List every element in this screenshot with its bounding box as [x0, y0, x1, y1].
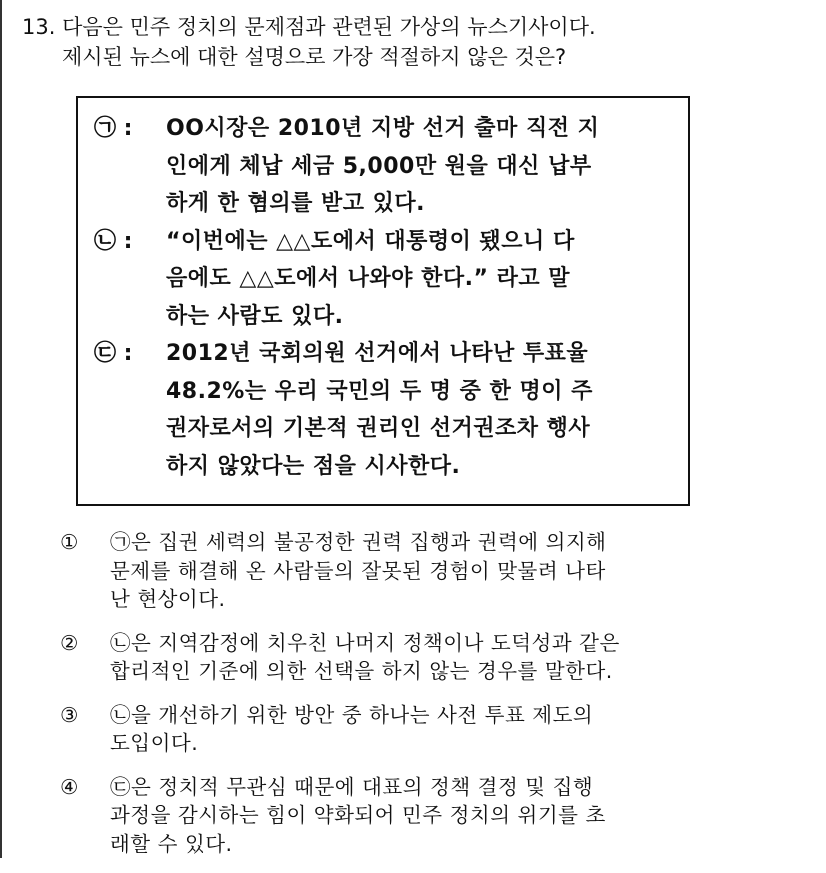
option-line: ㉡은 지역감정에 치우친 나머지 정책이나 도덕성과 같은 [110, 630, 620, 655]
answer-option-3[interactable] [60, 701, 620, 758]
option-line: ㉠은 집권 세력의 불공정한 권력 집행과 권력에 의지해 [110, 530, 607, 554]
option-line: 래할 수 있다. [110, 831, 233, 856]
option-line: 도입이다. [110, 731, 199, 755]
news-item [78, 335, 688, 485]
news-item-line: 하게 한 혐의를 받고 있다. [166, 191, 426, 216]
news-item-line: 권자로서의 기본적 권리인 선거권조차 행사 [166, 416, 591, 441]
option-number: ② [60, 630, 79, 655]
news-item-marker: ㉡ : [94, 228, 133, 254]
news-item-line: 하는 사람도 있다. [166, 303, 344, 329]
answer-option-4[interactable] [60, 773, 620, 859]
option-line: 난 현상이다. [110, 587, 226, 611]
question-stem [22, 12, 596, 72]
option-line: ㉢은 정치적 무관심 때문에 대표의 정책 결정 및 집행 [110, 774, 594, 799]
question-line-1: 13. 다음은 민주 정치의 문제점과 관련된 가상의 뉴스기사이다. [22, 15, 596, 39]
question-line-2: 제시된 뉴스에 대한 설명으로 가장 적절하지 않은 것은? [62, 45, 567, 69]
news-item [78, 110, 688, 223]
option-line: 과정을 감시하는 힘이 약화되어 민주 정치의 위기를 초 [110, 803, 606, 827]
news-box [76, 96, 690, 506]
left-margin-rule [0, 0, 2, 858]
news-item-marker: ㉠ : [94, 116, 133, 141]
option-line: 합리적인 기준에 의한 선택을 하지 않는 경우를 말한다. [110, 659, 613, 683]
news-item-line: 하지 않았다는 점을 시사한다. [166, 453, 461, 479]
news-item-line: “이번에는 △△도에서 대통령이 됐으니 다 [166, 228, 575, 254]
news-item-line: 음에도 △△도에서 나와야 한다.” 라고 말 [166, 266, 570, 291]
news-item-line: 인에게 체납 세금 5,000만 원을 대신 납부 [166, 153, 592, 179]
option-line: 문제를 해결해 온 사람들의 잘못된 경험이 맞물려 나타 [110, 558, 606, 583]
answer-options [60, 528, 620, 873]
question-number: 13. [22, 15, 56, 39]
option-number: ③ [60, 702, 79, 727]
answer-option-2[interactable] [60, 629, 620, 686]
news-item-line: 2012년 국회의원 선거에서 나타난 투표율 [166, 341, 589, 366]
option-line: ㉡을 개선하기 위한 방안 중 하나는 사전 투표 제도의 [110, 702, 594, 727]
news-item [78, 223, 688, 336]
answer-option-1[interactable] [60, 528, 620, 614]
option-number: ④ [60, 774, 79, 799]
news-item-line: OO시장은 2010년 지방 선거 출마 직전 지 [166, 116, 600, 141]
news-item-line: 48.2%는 우리 국민의 두 명 중 한 명이 주 [166, 378, 593, 404]
news-item-marker: ㉢ : [94, 341, 133, 366]
option-number: ① [60, 530, 79, 554]
